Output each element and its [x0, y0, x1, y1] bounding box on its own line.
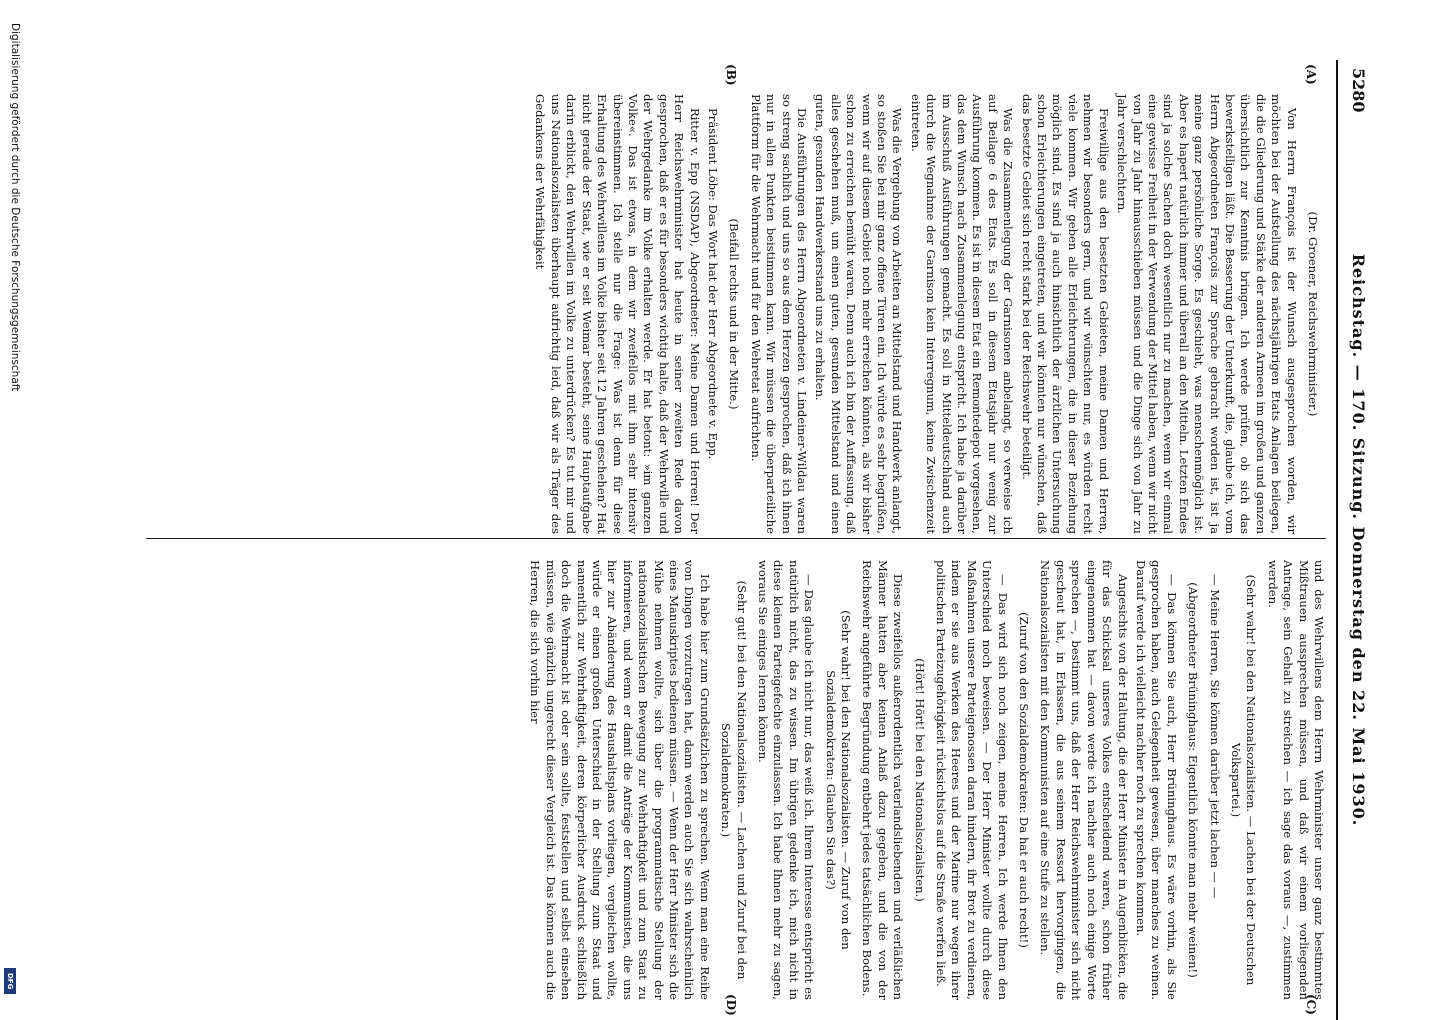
speaker-continuation: (Dr. Groener, Reichswehrminister.)	[1306, 211, 1320, 417]
page-header	[1336, 60, 1378, 1020]
paragraph: Ich habe hier zum Grundsätzlichen zu sprechen. Wenn man eine Reihe von Dingen vorzutragen hat, dann werden auch Sie sich wahrscheinlich eines Manuskriptes bedienen müssen. — Wenn der Herr Minister sich die Mühe nehmen wollte, sich über die programmatische Stellung der nationalsozialistischen Bewegung zur Wehrhaftigkeit und zum Staat zu informieren, und wenn er damit die Anträge der Kommunisten, die uns hier zur Abänderung des Haushaltsplans vorliegen, vergleichen wollte, würde er einen großen Unterschied in der Stellung zum Staat und namentlich zur Wehrhaftigkeit, deren körperlicher Ausdruck schließlich doch die Wehrmacht ist oder sein sollte, feststellen und selbst einsehen müssen, wie gänzlich ungerecht dieser Vergleich ist. Das können auch die Herren, die sich vorhin hier	[528, 560, 712, 1000]
right-column	[146, 560, 1326, 1000]
page-title: Reichstag. — 170. Sitzung. Donnerstag den 22. Mai 1930.	[1349, 253, 1368, 827]
interjection: (Sehr gut! bei den Nationalsozialisten. — Lachen und Zuruf bei den Sozialdemokraten.)	[719, 580, 749, 980]
interjection: (Beifall rechts und in der Mitte.)	[727, 218, 742, 410]
paragraph: Die Ausführungen des Herrn Abgeordneten v. Lindeiner-Wildau waren so streng sachlich und uns so aus dem Herzen gesprochen, daß ich ihnen nur in allen Punkten beistimmen kann. Wir müssen die überparteiliche Plattform für die Wehrmacht und für den Wehretat aufrichten.	[748, 94, 809, 534]
paragraph: Von Herrn François ist der Wunsch ausgesprochen worden, wir möchten bei der Aufstellung des nächstjährigen Etats Anlagen beilegen, die die Gliederung und Stärke der anderen Armeen im großen und ganzen übersichtlich zur Kenntnis bringen. Ich werde prüfen, ob sich das bewerkstelligen läßt. Die Besserung der Unterkunft, die, glaube ich, vom Herrn Abgeordneten François zur Sprache gebracht worden ist, ist ja meine ganz persönliche Sorge. Es geschieht, was menschenmöglich ist. Aber es hapert natürlich immer und überall an den Mitteln. Letzten Endes sind ja solche Sachen doch wesentlich nur zu machen, wenn wir einmal eine gewisse Freiheit in der Verwendung der Mittel haben, wenn wir nicht von Jahr zu Jahr hinausschieben müssen und die Dinge sich von Jahr zu Jahr verschlechtern.	[1115, 94, 1299, 534]
paragraph: Was die Vergebung von Arbeiten an Mittelstand und Handwerk anlangt, so stoßen Sie bei mir ganz offene Türen ein. Ich würde es sehr begrüßen, wenn wir auf diesem Gebiet noch mehr erreichen könnten, als wir bisher schon zu erreichen bemüht waren. Denn auch ich bin der Auffassung, daß alles geschehen muß, um einen guten, gesunden Mittelstand und einen guten, gesunden Handwerkerstand uns zu erhalten.	[813, 94, 905, 534]
interjection: (Hört! Hört! bei den Nationalsozialisten.)	[912, 658, 927, 902]
left-column	[146, 94, 1326, 534]
dfg-logo: DFG	[4, 968, 16, 994]
paragraph: und des Wehrwillens dem Herrn Wehrminister unser ganz bestimmtes Mißtrauen aussprechen müssen, und daß wir einem vorliegenden Antrage, sein Gehalt zu streichen — ich sage das voraus —, zustimmen werden.	[1265, 560, 1326, 1000]
interjection: (Sehr wahr! bei den Nationalsozialisten. — Zuruf von den Sozialdemokraten: Glauben Sie das?)	[823, 610, 854, 950]
margin-mark-c: (C)	[1304, 994, 1318, 1015]
paragraph: Diese zweifellos außerordentlich vaterlandsliebenden und verläßlichen Männer hatten aber keinen Anlaß dazu gegeben, und die von der Reichswehr angeführte Begründung entbehrt jedes tatsächlichen Bodens.	[860, 560, 906, 1000]
document-page	[138, 60, 1378, 1020]
interjection: (Zuruf von den Sozialdemokraten: Da hat er auch recht!)	[1017, 612, 1032, 948]
paragraph: Präsident Löbe: Das Wort hat der Herr Abgeordnete v. Epp.	[705, 108, 720, 460]
paragraph: Freiwillige aus den besetzten Gebieten, meine Damen und Herren, nehmen wir besonders gern, und wir wünschten nur, es würden recht viele kommen. Wir geben alle Erleichterungen, die in dieser Beziehung möglich sind. Es sind ja auch hinsichtlich der ärztlichen Untersuchung schon Erleichterungen eingetreten, und wir könnten nur wünschen, daß das besetzte Gebiet sich recht stark bei der Reichswehr beteiligt.	[1019, 94, 1111, 534]
paragraph: Angesichts von der Haltung, die der Herr Minister in Augenblicken, die für das Schicksal unseres Volkes entscheidend waren, schon früher eingenommen hat — davon werde ich nachher auch noch einige Worte sprechen —, bestimmt uns, daß der Herr Reichswehrminister sich nicht gescheut hat, in Erlassen, die aus seinem Ressort hervorgingen, die Nationalsozialisten mit den Kommunisten auf eine Stufe zu stellen.	[1038, 560, 1130, 1000]
paragraph: — Meine Herren, Sie können darüber jetzt lachen — —	[1207, 574, 1222, 899]
paragraph: Was die Zusammenlegung der Garnisonen anbelangt, so verweise ich auf Beilage 6 des Etats. Es soll in diesem Etatsjahr nur wenig zur Ausführung kommen. Es ist in diesem Etat ein Remontedepot vorgesehen, das dem Wunsch nach Zusammenlegung entspricht. Ich habe ja darüber im Ausschuß Ausführungen gemacht. Es soll in Mitteldeutschland auch durch die Wegnahme der Garnison kein Interregnum, keine Zwischenzeit eintreten.	[908, 94, 1016, 534]
paragraph: — Das können Sie auch, Herr Brüninghaus. Es wäre vorhin, als Sie gesprochen haben, auch Gelegenheit gewesen, über manches zu weinen. Darauf werde ich vielleicht nachher noch zu sprechen kommen.	[1133, 560, 1179, 1000]
paragraph: — Das glaube ich nicht nur, das weiß ich. Ihrem Interesse entspricht es natürlich nicht, das zu wissen. Im übrigen gedenke ich, mich nicht in diese kleinen Parteigefechte einzulassen. Ich habe Ihnen mehr zu sagen, woraus Sie einiges lernen können.	[756, 560, 817, 1000]
margin-mark-b: (B)	[724, 64, 738, 86]
column-divider	[146, 538, 1326, 539]
paragraph: — Das wird sich noch zeigen, meine Herren. Ich werde Ihnen den Unterschied noch beweisen. — Der Herr Minister wollte durch diese Maßnahmen unsere Parteigenossen daran hindern, ihr Brot zu verdienen, indem er sie aus Werken des Heeres und der Marine nur wegen ihrer politischen Parteizugehörigkeit rücksichtslos auf die Straße werfen ließ.	[934, 560, 1010, 1000]
interjection: (Abgeordneter Brüninghaus: Eigentlich könnte man mehr weinen!)	[1186, 582, 1201, 978]
interjection: (Sehr wahr! bei den Nationalsozialisten. — Lachen bei der Deutschen Volkspartei.)	[1228, 574, 1259, 986]
funding-footer	[4, 23, 21, 986]
page-number: 5280	[1349, 68, 1368, 113]
margin-mark-a: (A)	[1304, 64, 1318, 85]
funding-note: Digitalisierung gefördert durch die Deutsche Forschungsgemeinschaft	[9, 23, 21, 392]
paragraph: Ritter v. Epp (NSDAP), Abgeordneter: Meine Damen und Herren! Der Herr Reichswehrminister hat heute in seiner zweiten Rede davon gesprochen, daß er es für besonders wichtig halte, daß der Wehrwille und der Wehrgedanke im Volke erhalten werde. Er hat betont: »im ganzen Volke«. Das ist etwas, in dem wir zweifellos mit ihm sehr intensiv übereinstimmen. Ich stelle nur die Frage: Was ist denn für diese Erhaltung des Wehrwillens im Volke bisher seit 12 Jahren geschehen? Hat nicht gerade der Staat, wie er seit Weimar besteht, seine Hauptaufgabe darin erblickt, den Wehrwillen im Volke zu unterdrücken? Es tut mir und uns Nationalsozialisten überhaupt aufrichtig leid, daß wir als Träger des Gedankens der Wehrfähigkeit	[533, 94, 702, 534]
margin-mark-d: (D)	[724, 994, 738, 1016]
